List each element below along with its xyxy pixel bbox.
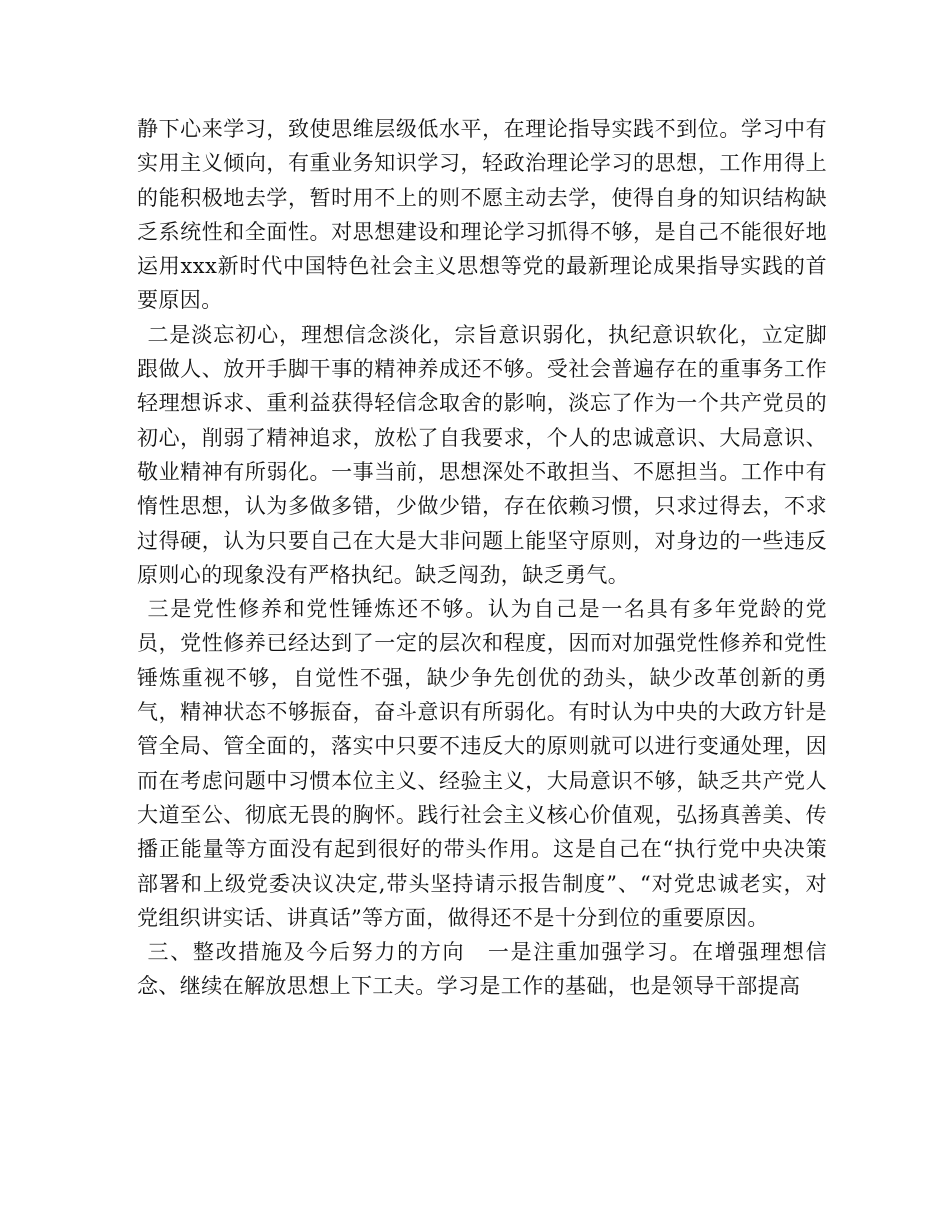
paragraph-4: 三、整改措施及今后努力的方向 一是注重加强学习。在增强理想信念、继续在解放思想上下工夫。学习是工作的基础，也是领导干部提高 — [137, 940, 827, 999]
paragraph-3: 三是党性修养和党性锤炼还不够。认为自己是一名具有多年党龄的党员，党性修养已经达到了一定的层次和程度，因而对加强党性修养和党性锤炼重视不够，自觉性不强，缺少争先创优的劲头，缺少改革创新的勇气，精神状态不够振奋，奋斗意识有所弱化。有时认为中央的大政方针是管全局、管全面的，落实中只要不违反大的原则就可以进行变通处理，因而在考虑问题中习惯本位主义、经验主义，大局意识不够，缺乏共产党人大道至公、彻底无畏的胸怀。践行社会主义核心价值观，弘扬真善美、传播正能量等方面没有起到很好的带头作用。这是自己在“执行党中央决策部署和上级党委决议决定,带头坚持请示报告制度”、“对党忠诚老实，对党组织讲实话、讲真话”等方面，做得还不是十分到位的重要原因。 — [137, 597, 827, 930]
paragraph-1: 静下心来学习，致使思维层级低水平，在理论指导实践不到位。学习中有实用主义倾向，有重业务知识学习，轻政治理论学习的思想，工作用得上的能积极地去学，暂时用不上的则不愿主动去学，使得自身的知识结构缺乏系统性和全面性。对思想建设和理论学习抓得不够，是自己不能很好地运用xxx新时代中国特色社会主义思想等党的最新理论成果指导实践的首要原因。 — [137, 117, 827, 313]
document-body — [137, 112, 827, 1004]
paragraph-2: 二是淡忘初心，理想信念淡化，宗旨意识弱化，执纪意识软化，立定脚跟做人、放开手脚干事的精神养成还不够。受社会普遍存在的重事务工作轻理想诉求、重利益获得轻信念取舍的影响，淡忘了作为一个共产党员的初心，削弱了精神追求，放松了自我要求，个人的忠诚意识、大局意识、敬业精神有所弱化。一事当前，思想深处不敢担当、不愿担当。工作中有惰性思想，认为多做多错，少做少错，存在依赖习惯，只求过得去，不求过得硬，认为只要自己在大是大非问题上能坚守原则，对身边的一些违反原则心的现象没有严格执纪。缺乏闯劲，缺乏勇气。 — [137, 322, 827, 587]
